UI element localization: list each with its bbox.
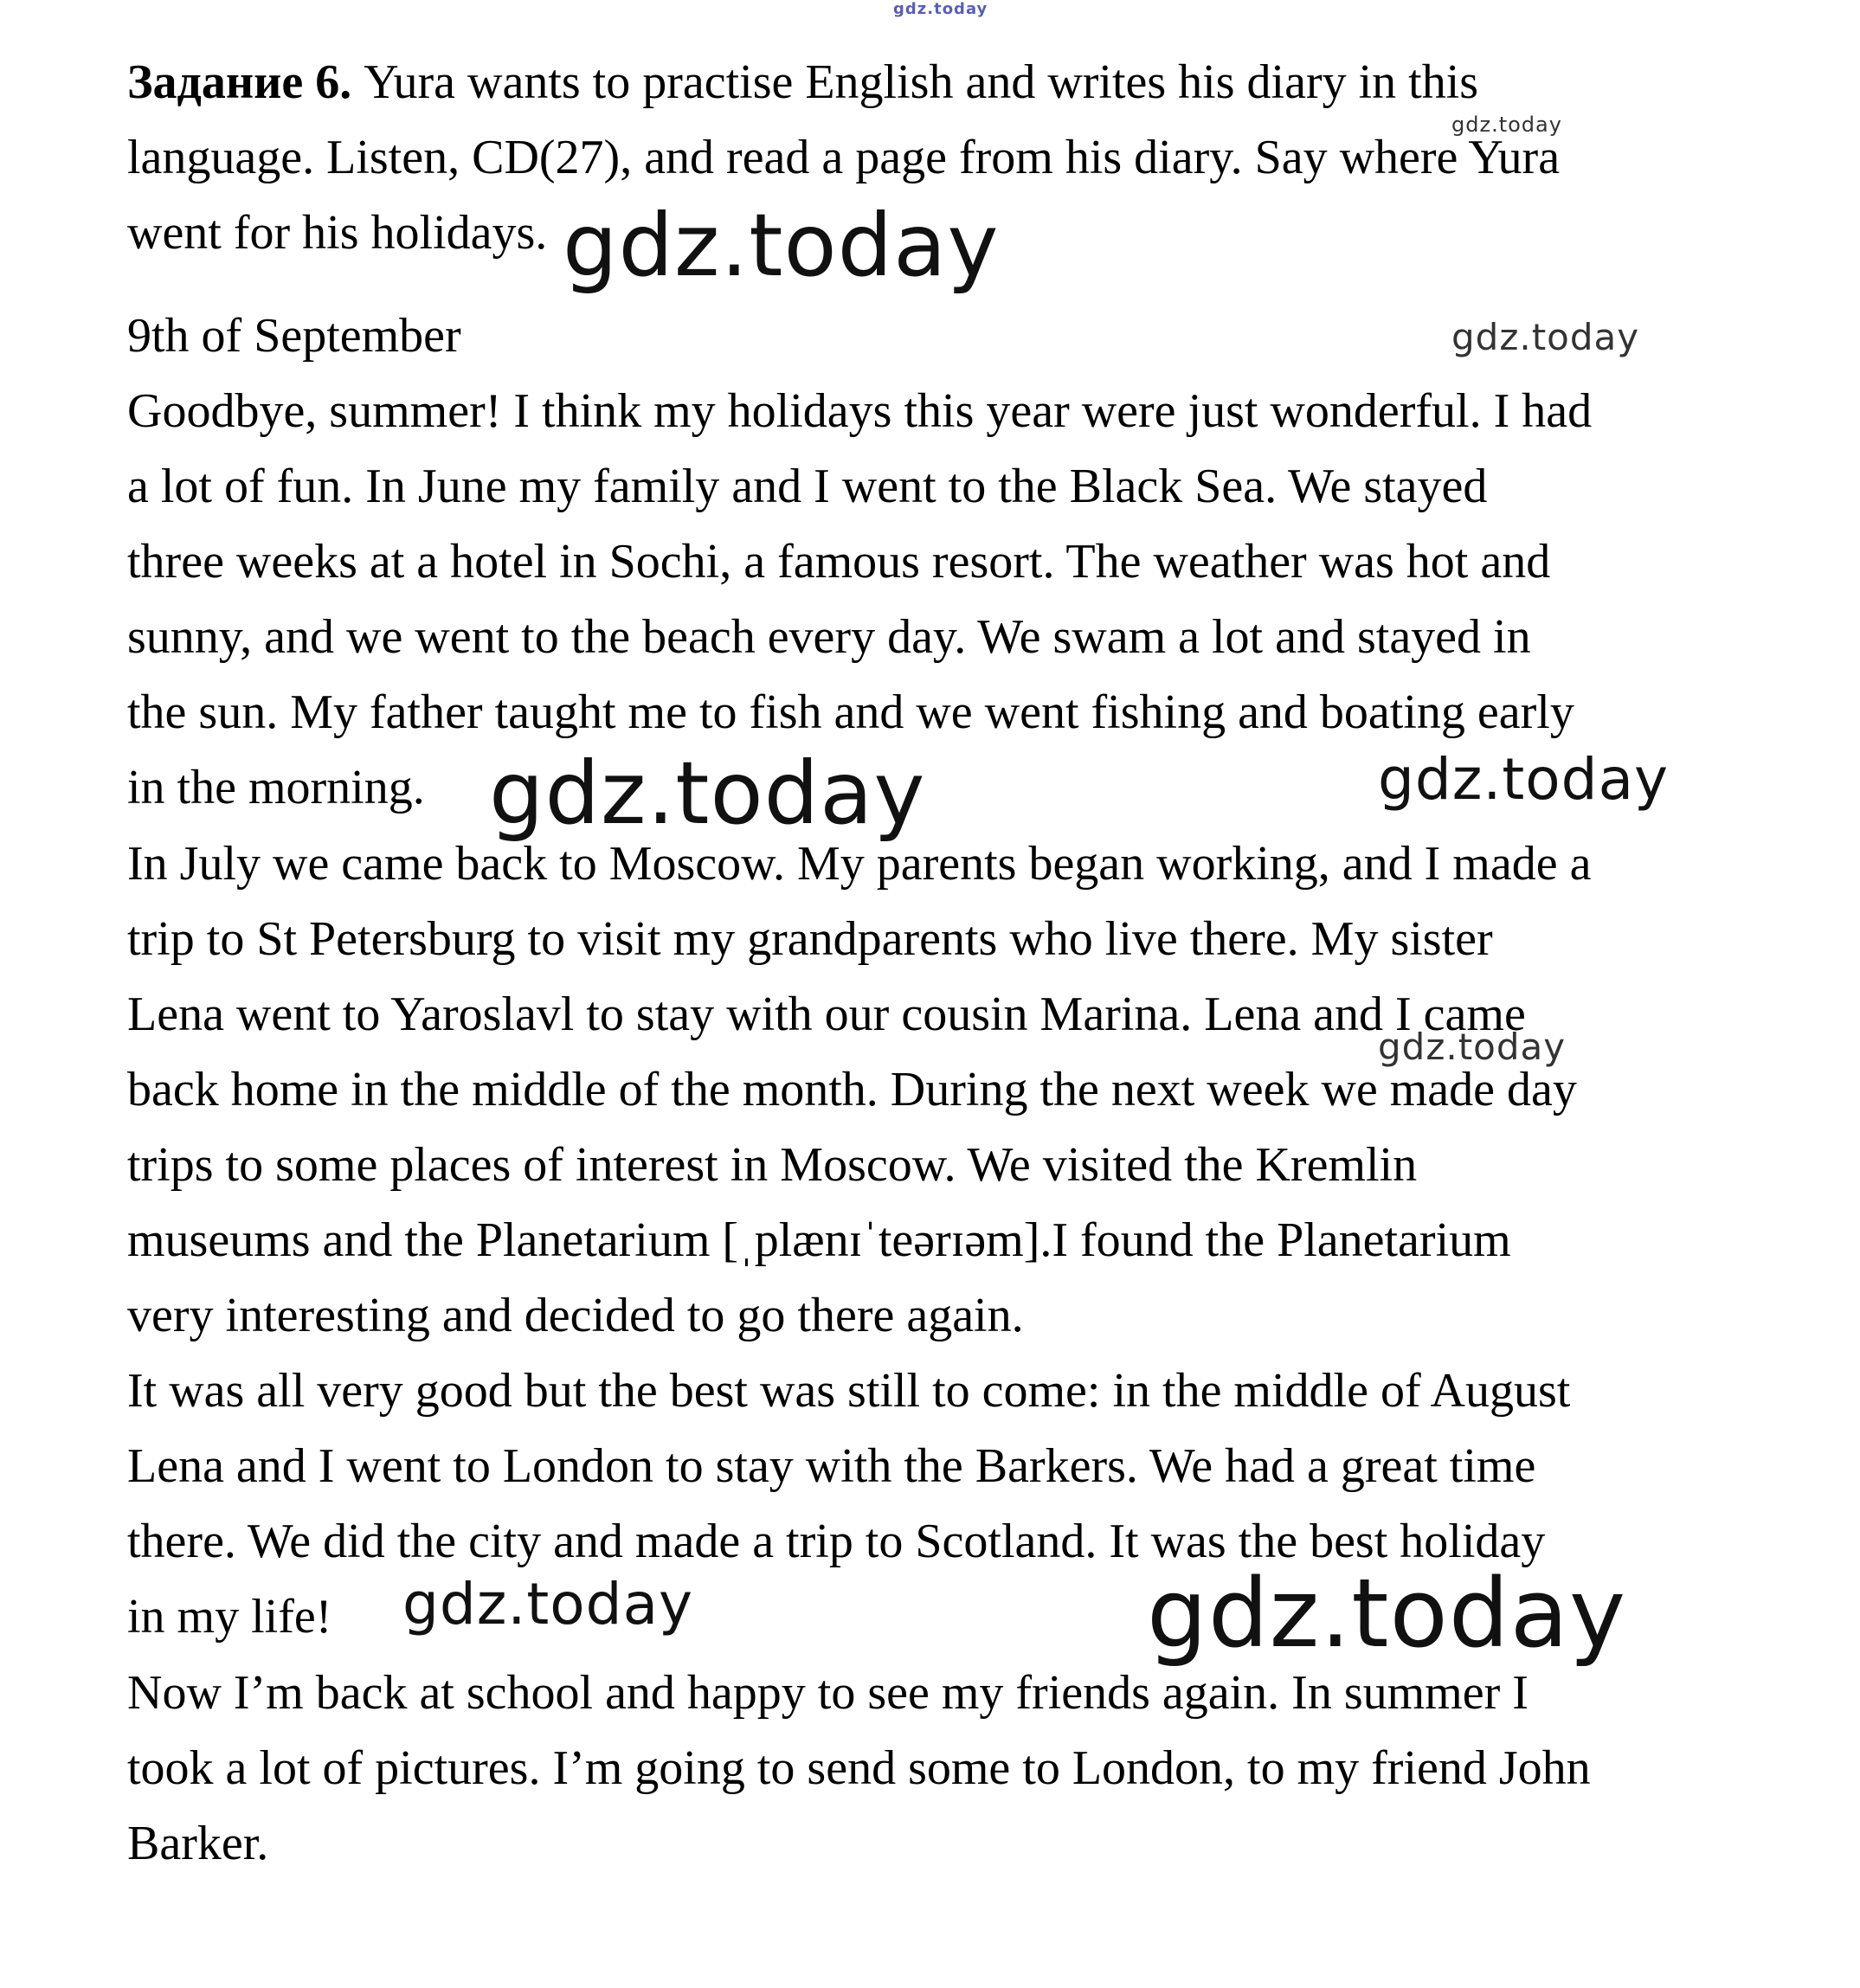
task-heading-line-1: [127, 55, 1478, 110]
task-instruction-3: went for his holidays.: [127, 206, 548, 260]
diary-line: Barker.: [127, 1817, 269, 1870]
diary-line: museums and the Planetarium [ˌplænɪˈteərɪəm].I found the Planetarium: [127, 1213, 1511, 1267]
diary-line: In July we came back to Moscow. My parents began working, and I made a: [127, 837, 1592, 891]
watermark-small-1: gdz.today: [1451, 113, 1562, 137]
watermark-medium-2: gdz.today: [1378, 746, 1670, 813]
diary-line: Lena and I went to London to stay with the Barkers. We had a great time: [127, 1439, 1536, 1493]
diary-date: 9th of September: [127, 309, 461, 363]
watermark-large-1: gdz.today: [563, 195, 1000, 296]
watermark-large-3: gdz.today: [1147, 1558, 1627, 1669]
diary-line: back home in the middle of the month. During the next week we made day: [127, 1063, 1577, 1116]
diary-line: sunny, and we went to the beach every day. We swam a lot and stayed in: [127, 610, 1531, 664]
task-instruction-2: language. Listen, CD(27), and read a page from his diary. Say where Yura: [127, 131, 1561, 184]
task-label: Задание 6.: [127, 55, 352, 109]
diary-line: took a lot of pictures. I’m going to send some to London, to my friend John: [127, 1741, 1591, 1795]
task-instruction-1: Yura wants to practise English and writes his diary in this: [364, 55, 1479, 109]
diary-line: It was all very good but the best was still to come: in the middle of August: [127, 1364, 1571, 1418]
watermark-medium-1: gdz.today: [1451, 316, 1640, 358]
diary-line: Now I’m back at school and happy to see my friends again. In summer I: [127, 1666, 1529, 1720]
diary-line: there. We did the city and made a trip to Scotland. It was the best holiday: [127, 1515, 1546, 1568]
watermark-medium-4: gdz.today: [402, 1571, 694, 1637]
diary-line: Lena went to Yaroslavl to stay with our cousin Marina. Lena and I came: [127, 988, 1526, 1041]
watermark-top: gdz.today: [893, 0, 988, 18]
diary-line: very interesting and decided to go there again.: [127, 1289, 1024, 1342]
diary-line: the sun. My father taught me to fish and we went fishing and boating early: [127, 685, 1574, 739]
diary-line: three weeks at a hotel in Sochi, a famous resort. The weather was hot and: [127, 535, 1551, 589]
watermark-medium-3: gdz.today: [1378, 1026, 1567, 1068]
diary-line: Goodbye, summer! I think my holidays this year were just wonderful. I had: [127, 384, 1593, 438]
diary-line: trip to St Petersburg to visit my grandparents who live there. My sister: [127, 912, 1493, 966]
diary-line: a lot of fun. In June my family and I went to the Black Sea. We stayed: [127, 460, 1488, 513]
diary-line: trips to some places of interest in Moscow. We visited the Kremlin: [127, 1138, 1418, 1192]
diary-line: in my life!: [127, 1590, 332, 1644]
diary-line: in the morning.: [127, 761, 425, 814]
watermark-large-2: gdz.today: [489, 743, 926, 844]
